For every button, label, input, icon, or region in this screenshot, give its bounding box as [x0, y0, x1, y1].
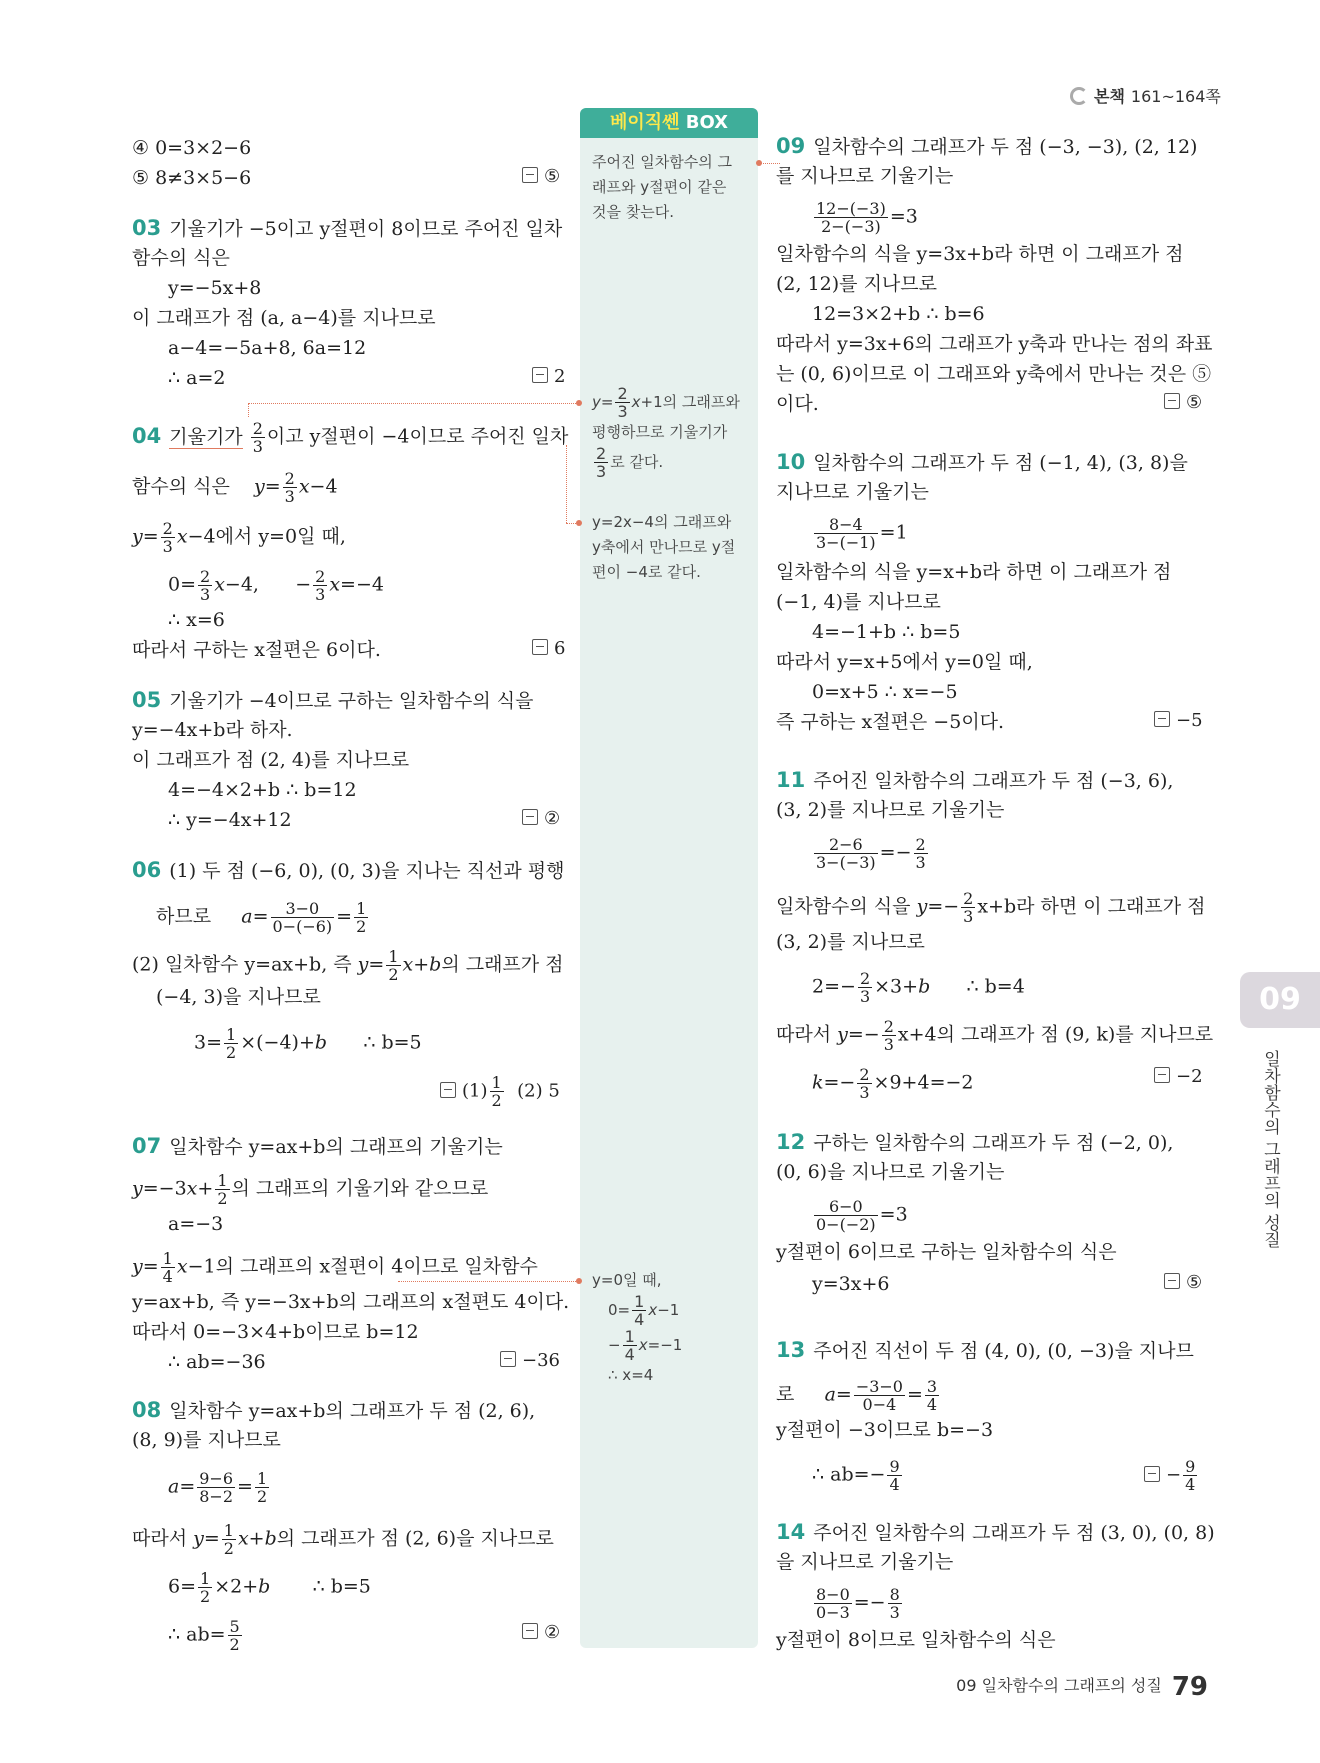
basic-box-header: 베이직쎈 BOX	[580, 108, 758, 138]
box-note-1: 주어진 일차함수의 그 래프와 y절편이 같은 것을 찾는다.	[592, 153, 732, 221]
problem-07: 07 일차함수 y=ax+b의 그래프의 기울기는	[132, 1134, 503, 1158]
problem-08: 08 일차함수 y=ax+b의 그래프가 두 점 (2, 6),	[132, 1398, 536, 1422]
circle-arrow-icon	[1070, 87, 1088, 105]
problem-10: 10 일차함수의 그래프가 두 점 (−1, 4), (3, 8)을	[776, 450, 1188, 474]
page-footer: 09 일차함수의 그래프의 성질 79	[956, 1672, 1208, 1702]
answer-12: ⑤	[1164, 1272, 1202, 1293]
problem-11: 11 주어진 일차함수의 그래프가 두 점 (−3, 6),	[776, 768, 1174, 792]
problem-13: 13 주어진 직선이 두 점 (4, 0), (0, −3)을 지나므	[776, 1338, 1194, 1362]
book-page-reference: 본책 161~164쪽	[1070, 84, 1221, 107]
answer-08: ②	[522, 1622, 560, 1643]
answer-03: 2	[532, 366, 565, 387]
answer-07: −36	[500, 1350, 560, 1371]
answer-11: −2	[1154, 1066, 1203, 1087]
answer-13: − $\frac{9}{4}$	[1144, 1458, 1199, 1493]
problem-09: 09 일차함수의 그래프가 두 점 (−3, −3), (2, 12)	[776, 134, 1198, 158]
basic-box-panel	[580, 108, 758, 1648]
box-note-3: y=2x−4의 그래프와 y축에서 만나므로 y절 편이 −4로 같다.	[592, 513, 736, 581]
page-number: 79	[1171, 1672, 1208, 1702]
box-note-4: y=0일 때, 0= $\frac{1}{4}$ x−1 − $\frac{1}{4}$ x=−1 ∴ x=4	[592, 1271, 683, 1384]
problem-06: 06 (1) 두 점 (−6, 0), (0, 3)을 지나는 직선과 평행	[132, 858, 565, 882]
problem-05: 05 기울기가 −4이므로 구하는 일차함수의 식을	[132, 688, 534, 712]
chapter-tab-title: 일차함수의 그래프의 성질	[1260, 1050, 1280, 1248]
problem-04: 04 기울기가 $\frac{2}{3}$ 이고 y절편이 −4이므로 주어진 일차	[132, 419, 569, 456]
problem-14: 14 주어진 일차함수의 그래프가 두 점 (3, 0), (0, 8)	[776, 1520, 1215, 1544]
answer-04: 6	[532, 638, 565, 659]
problem-12: 12 구하는 일차함수의 그래프가 두 점 (−2, 0),	[776, 1130, 1174, 1154]
answer-09: ⑤	[1164, 392, 1202, 413]
answer-10: −5	[1154, 710, 1203, 731]
answer-02: ⑤	[522, 166, 560, 187]
answer-06: (1) $\frac{1}{2}$ (2) 5	[440, 1074, 560, 1109]
problem-03: 03 기울기가 −5이고 y절편이 8이므로 주어진 일차	[132, 216, 563, 240]
box-note-2: y= $\frac{2}{3}$ x+1의 그래프와 평행하므로 기울기가 $\frac{2}{3}$ 로 같다.	[592, 384, 740, 481]
chapter-tab: 09	[1240, 972, 1320, 1028]
answer-05: ②	[522, 808, 560, 829]
